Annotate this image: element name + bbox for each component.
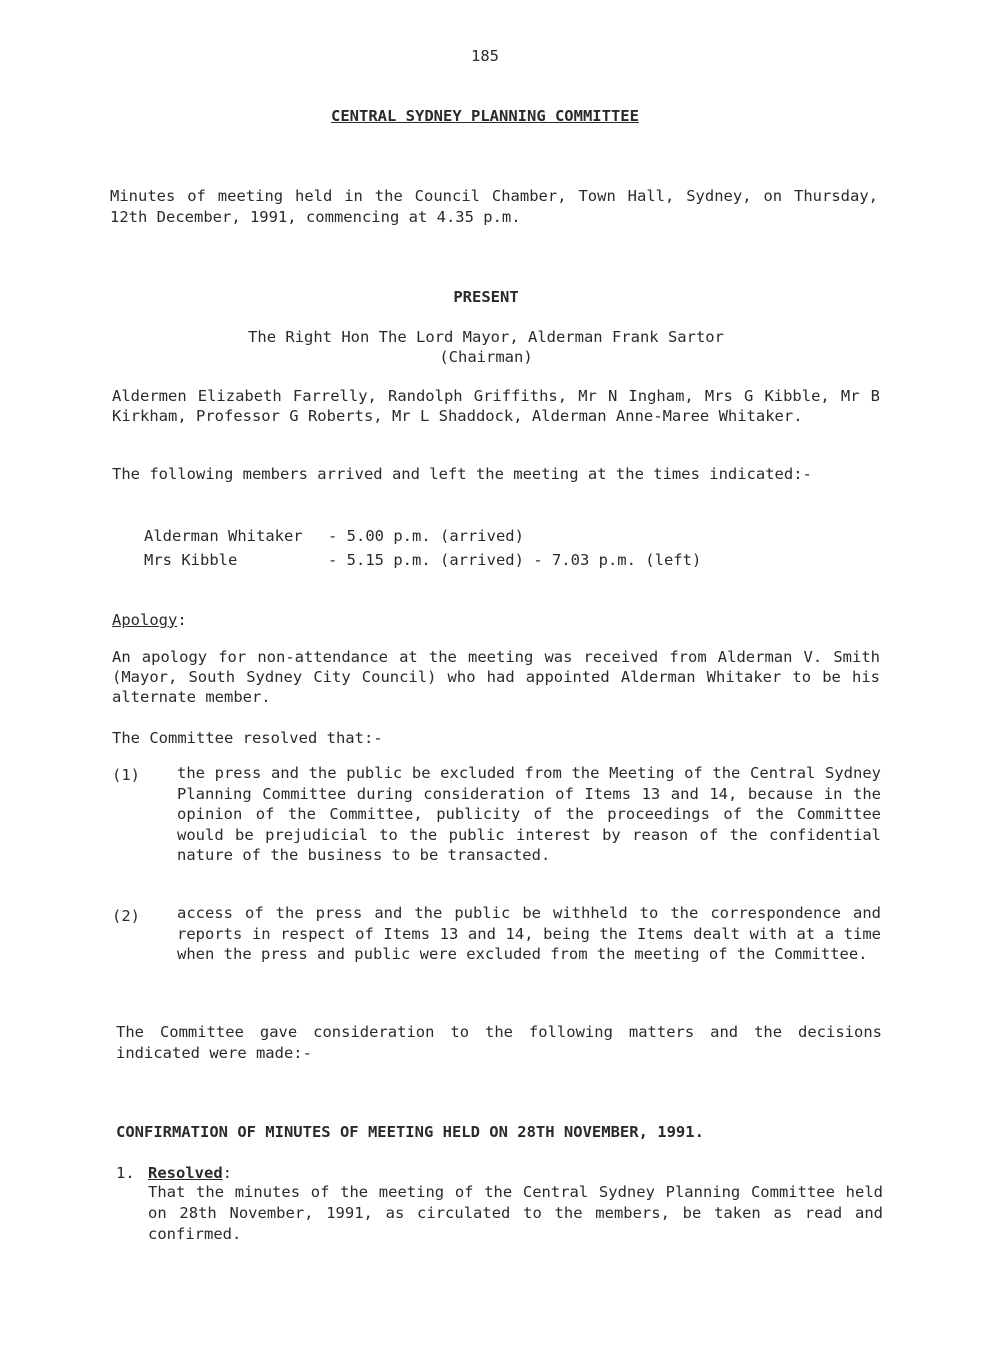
arrivals-intro: The following members arrived and left the meeting at the times indicated:- — [112, 465, 812, 483]
apology-paragraph: An apology for non-attendance at the meeting was received from Alderman V. Smith (Mayor, South Sydney City Council) who had appointed Alderman Whitaker to be his alternate member. — [112, 648, 880, 706]
resolved-label-suffix: : — [222, 1164, 232, 1182]
arrival-name: Alderman Whitaker — [144, 527, 303, 545]
confirmation-paragraph: That the minutes of the meeting of the Central Sydney Planning Committee held on 28th November, 1991, as circulated to the members, be taken as read and confirmed. — [148, 1183, 883, 1243]
resolved-label-text: Resolved — [148, 1164, 223, 1182]
resolved-intro: The Committee resolved that:- — [112, 729, 383, 747]
intro-paragraph: Minutes of meeting held in the Council Chamber, Town Hall, Sydney, on Thursday, 12th December, 1991, commencing at 4.35 p.m. — [110, 187, 878, 226]
present-heading: PRESENT — [453, 288, 519, 306]
arrival-name: Mrs Kibble — [144, 551, 238, 569]
page-number: 185 — [471, 47, 499, 65]
resolution-text: access of the press and the public be withheld to the correspondence and reports in respect of Items 13 and 14, being the Items dealt with at a time when the press and public were excluded from the meeting of the Committee. — [177, 904, 881, 963]
resolution-number: (1) — [112, 766, 140, 784]
arrival-times: - 5.00 p.m. (arrived) — [328, 527, 524, 545]
members-paragraph: Aldermen Elizabeth Farrelly, Randolph Griffiths, Mr N Ingham, Mrs G Kibble, Mr B Kirkham, Professor G Roberts, Mr L Shaddock, Alderman Anne-Maree Whitaker. — [112, 387, 880, 425]
chair-line: The Right Hon The Lord Mayor, Alderman Frank Sartor — [248, 328, 724, 346]
item-number: 1. — [116, 1164, 135, 1182]
chair-role: (Chairman) — [439, 348, 533, 366]
consideration-paragraph: The Committee gave consideration to the following matters and the decisions indicated were made:- — [116, 1023, 882, 1062]
arrival-times: - 5.15 p.m. (arrived) - 7.03 p.m. (left) — [328, 551, 702, 569]
apology-heading — [112, 610, 187, 630]
resolution-number: (2) — [112, 907, 140, 925]
apology-heading-suffix: : — [177, 611, 187, 629]
apology-heading-label: Apology — [112, 611, 178, 629]
confirmation-heading: CONFIRMATION OF MINUTES OF MEETING HELD ON 28TH NOVEMBER, 1991. — [116, 1123, 704, 1141]
resolution-text: the press and the public be excluded from the Meeting of the Central Sydney Planning Committee during consideration of Items 13 and 14, because in the opinion of the Committee, publicity of the proceedings of the Committee would be prejudicial to the public interest by reason of the confidential nature of the business to be transacted. — [177, 764, 881, 864]
committee-title: CENTRAL SYDNEY PLANNING COMMITTEE — [331, 107, 639, 125]
resolved-label — [148, 1163, 232, 1183]
